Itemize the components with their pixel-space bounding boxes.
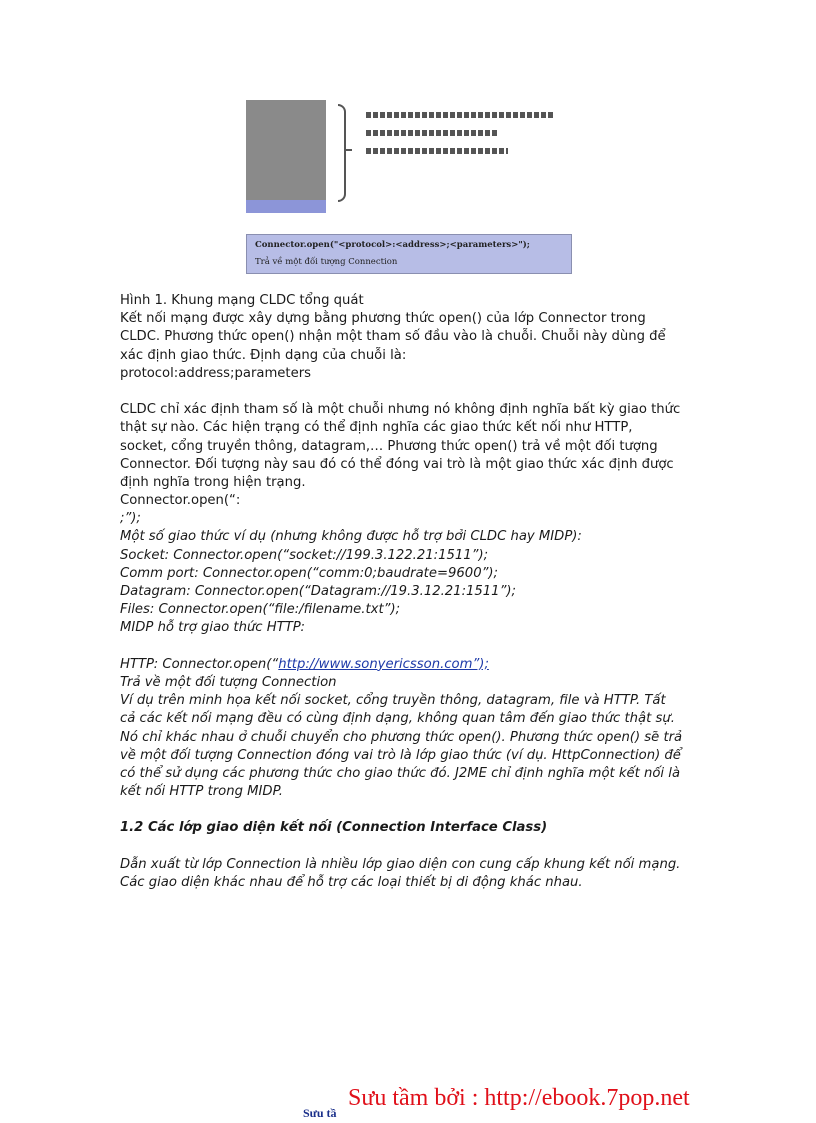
paragraph-line: Connector. Đối tượng này sau đó có thể đóng vai trò là một giao thức xác định được bbox=[120, 456, 674, 472]
footer-watermark: Sưu tầm bởi : http://ebook.7pop.net bbox=[348, 1085, 690, 1111]
figure-illegible-note bbox=[366, 112, 554, 118]
paragraph-line: Trả về một đối tượng Connection bbox=[120, 674, 337, 690]
figure-blue-strip bbox=[246, 200, 326, 213]
paragraph-line: Các giao diện khác nhau để hỗ trợ các loại thiết bị di động khác nhau. bbox=[120, 875, 583, 890]
example-line: Comm port: Connector.open(“comm:0;baudrate=9600”); bbox=[120, 565, 498, 581]
figure-gray-block bbox=[246, 100, 326, 200]
example-line: Datagram: Connector.open(“Datagram://19.3.12.21:1511”); bbox=[120, 584, 516, 599]
figure-code-line: Connector.open("<protocol>:<address>;<parameters>"); bbox=[255, 240, 530, 250]
example-line: Files: Connector.open(“file:/filename.txt”); bbox=[120, 602, 401, 618]
paragraph-line: Kết nối mạng được xây dựng bằng phương thức open() của lớp Connector trong bbox=[120, 311, 646, 327]
paragraph-line: Dẫn xuất từ lớp Connection là nhiều lớp giao diện con cung cấp khung kết nối mạng. bbox=[120, 856, 681, 872]
figure-caption: Hình 1. Khung mạng CLDC tổng quát bbox=[120, 293, 364, 308]
paragraph-line: CLDC. Phương thức open() nhận một tham số đầu vào là chuỗi. Chuỗi này dùng để bbox=[120, 329, 666, 345]
paragraph-line: kết nối HTTP trong MIDP. bbox=[120, 784, 283, 800]
figure-illegible-note bbox=[366, 148, 508, 154]
connection-figure bbox=[246, 100, 576, 275]
paragraph-line: về một đối tượng Connection đóng vai trò là lớp giao thức (ví dụ. HttpConnection) để bbox=[120, 747, 681, 763]
paragraph-line: có thể sử dụng các phương thức cho giao thức đó. J2ME chỉ định nghĩa một kết nối là bbox=[120, 765, 681, 781]
example-line: ;”); bbox=[120, 511, 141, 527]
sonyericsson-link[interactable]: http://www.sonyericsson.com”); bbox=[278, 656, 489, 672]
example-line: Một số giao thức ví dụ (nhưng không được hỗ trợ bởi CLDC hay MIDP): bbox=[120, 529, 582, 545]
footer-fragment: Sưu tầ bbox=[303, 1106, 337, 1120]
paragraph-line: Ví dụ trên minh họa kết nối socket, cổng truyền thông, datagram, file và HTTP. Tất bbox=[120, 693, 666, 709]
example-line: MIDP hỗ trợ giao thức HTTP: bbox=[120, 620, 305, 636]
paragraph-line: socket, cổng truyền thông, datagram,… Phương thức open() trả về một đối tượng bbox=[120, 438, 658, 454]
http-example-line bbox=[120, 656, 702, 674]
paragraph-line: cả các kết nối mạng đều có cùng định dạng, không quan tâm đến giao thức thật sự. bbox=[120, 711, 675, 727]
brace-icon bbox=[338, 104, 352, 198]
paragraph-line: xác định giao thức. Định dạng của chuỗi là: bbox=[120, 347, 407, 363]
figure-return-line: Trả về một đối tượng Connection bbox=[255, 257, 398, 267]
example-line: Socket: Connector.open(“socket://199.3.122.21:1511”); bbox=[120, 547, 489, 563]
paragraph-line: Nó chỉ khác nhau ở chuỗi chuyển cho phương thức open(). Phương thức open() sẽ trả bbox=[120, 729, 683, 745]
paragraph-line: thật sự nào. Các hiện trạng có thể định nghĩa các giao thức kết nối như HTTP, bbox=[120, 420, 633, 436]
figure-code-box bbox=[246, 234, 572, 274]
document-body bbox=[120, 292, 702, 892]
paragraph-line: CLDC chỉ xác định tham số là một chuỗi nhưng nó không định nghĩa bất kỳ giao thức bbox=[120, 402, 681, 418]
section-heading: 1.2 Các lớp giao diện kết nối (Connection Interface Class) bbox=[120, 820, 548, 836]
paragraph-line: protocol:address;parameters bbox=[120, 365, 311, 381]
figure-illegible-note bbox=[366, 130, 498, 136]
paragraph-line: định nghĩa trong hiện trạng. bbox=[120, 474, 306, 490]
paragraph-line: Connector.open(“: bbox=[120, 493, 241, 509]
http-prefix: HTTP: Connector.open(“ bbox=[120, 656, 279, 672]
